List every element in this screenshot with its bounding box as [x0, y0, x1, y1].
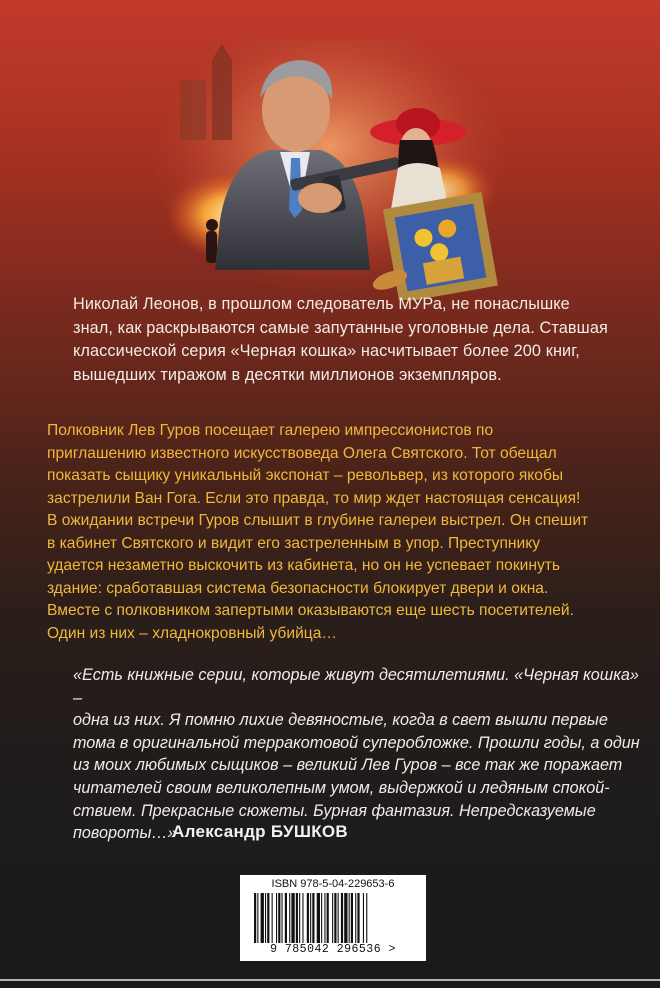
barcode-digits: 9 785042 296536 > — [270, 943, 396, 956]
blurb-line: вышедших тиражом в десятки миллионов экземпляров. — [73, 365, 502, 384]
bottom-divider — [0, 979, 660, 981]
blurb-line: Николай Леонов, в прошлом следователь МУРа, не понаслышке — [73, 295, 570, 313]
quote-line: ствием. Прекрасные сюжеты. Бурная фантазия. Непредсказуемые — [73, 801, 596, 820]
cover-illustration — [150, 40, 510, 300]
synopsis-line: застрелили Ван Гога. Если это правда, то мир ждет настоящая сенсация! — [47, 489, 581, 507]
quote-line: повороты…» — [73, 824, 177, 843]
barcode — [240, 875, 426, 961]
quote-author: Александр БУШКОВ — [172, 822, 349, 841]
blurb-line: классической серия «Черная кошка» насчитывает более 200 книг, — [73, 342, 580, 360]
synopsis-line: в кабинет Святского и видит его застреленным в упор. Преступнику — [47, 534, 541, 552]
isbn-label: ISBN 978-5-04-229653-6 — [271, 878, 395, 890]
synopsis-line: удается незаметно выскочить из кабинета, но он не успевает покинуть — [47, 557, 561, 574]
synopsis-line: здание: сработавшая система безопасности блокирует двери и окна. — [47, 579, 549, 597]
quote-line: читателей своим великолепным умом, выдержкой и ледяным спокой- — [73, 778, 610, 797]
barcode-bars — [254, 893, 412, 943]
quote-line: «Есть книжные серии, которые живут десятилетиями. «Черная кошка» – — [73, 666, 639, 707]
quote-line: из моих любимых сыщиков – великий Лев Гуров – все так же поражает — [73, 756, 623, 775]
synopsis — [47, 420, 647, 645]
synopsis-line: Вместе с полковником запертыми оказываются еще шесть посетителей. — [47, 602, 574, 619]
synopsis-line: В ожидании встречи Гуров слышит в глубине галереи выстрел. Он спешит — [47, 512, 589, 529]
synopsis-line: приглашению известного искусствоведа Олега Святского. Тот обещал — [47, 444, 557, 462]
author-quote — [73, 664, 643, 845]
synopsis-line: Один из них – хладнокровный убийца… — [47, 624, 337, 642]
synopsis-line: Полковник Лев Гуров посещает галерею импрессионистов по — [47, 422, 494, 439]
quote-line: тома в оригинальной терракотовой суперобложке. Прошли годы, а один — [73, 733, 640, 752]
blurb-line: знал, как раскрываются самые запутанные уголовные дела. Ставшая — [73, 318, 608, 337]
quote-line: одна из них. Я помню лихие девяностые, когда в свет вышли первые — [73, 711, 608, 730]
synopsis-line: показать сыщику уникальный экспонат – револьвер, из которого якобы — [47, 467, 564, 484]
series-blurb — [73, 293, 633, 387]
